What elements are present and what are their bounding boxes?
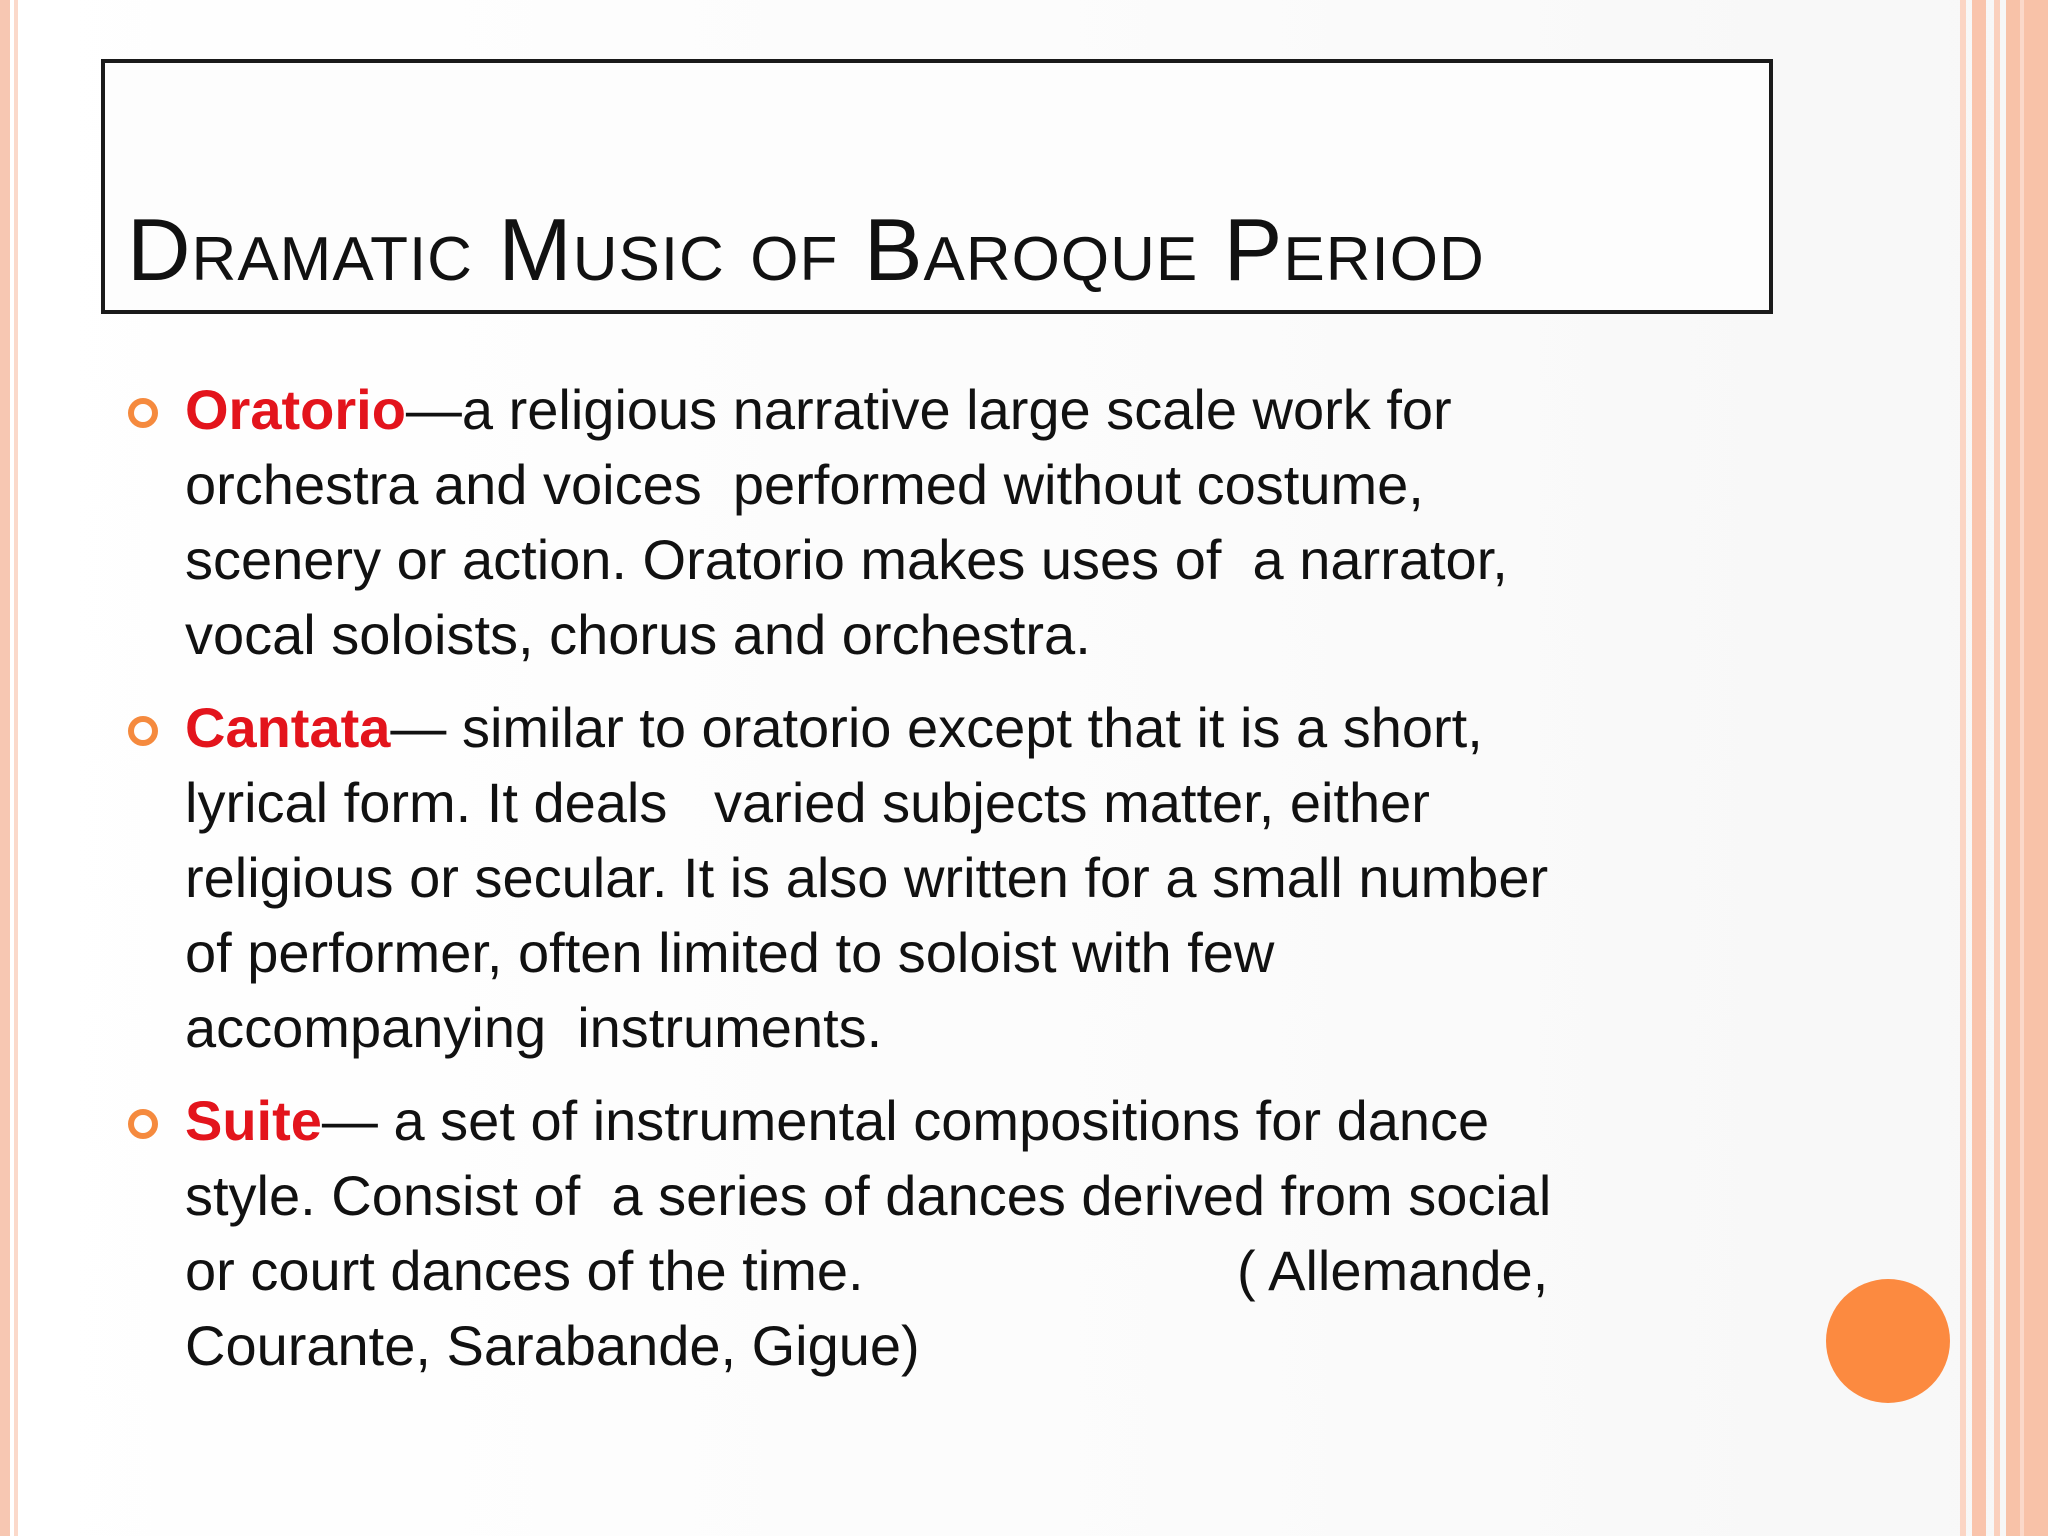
- bullet-line: lyrical form. It deals varied subjects matter, either: [185, 771, 1430, 834]
- bullet-list: [128, 372, 1728, 1401]
- bullet-line: [185, 690, 1728, 765]
- bullet-text: — a set of instrumental compositions for dance: [321, 1089, 1490, 1152]
- bullet-line: orchestra and voices performed without costume,: [185, 453, 1424, 516]
- bullet-cantata: [128, 690, 1728, 1065]
- left-decorative-stripe-thin: [14, 0, 18, 1536]
- right-decorative-stripe: [1972, 0, 1986, 1536]
- orange-circle-decoration: [1826, 1279, 1950, 1403]
- bullet-line: vocal soloists, chorus and orchestra.: [185, 603, 1091, 666]
- bullet-line: Courante, Sarabande, Gigue): [185, 1314, 920, 1377]
- right-decorative-stripe: [1994, 0, 2000, 1536]
- term-suite: Suite: [185, 1089, 322, 1152]
- slide-title: Dramatic Music of Baroque Period: [127, 200, 1485, 299]
- bullet-line: [185, 1083, 1728, 1158]
- ring-bullet-icon: [128, 1109, 158, 1139]
- bullet-suite: [128, 1083, 1728, 1383]
- bullet-line: [185, 372, 1728, 447]
- bullet-line: of performer, often limited to soloist with few: [185, 921, 1275, 984]
- bullet-line: accompanying instruments.: [185, 996, 883, 1059]
- right-decorative-stripe: [1960, 0, 1966, 1536]
- ring-bullet-icon: [128, 398, 158, 428]
- bullet-text: — similar to oratorio except that it is a short,: [390, 696, 1483, 759]
- bullet-line: religious or secular. It is also written for a small number: [185, 846, 1549, 909]
- left-decorative-stripe: [0, 0, 10, 1536]
- bullet-text: —a religious narrative large scale work for: [405, 378, 1452, 441]
- bullet-oratorio: [128, 372, 1728, 672]
- term-cantata: Cantata: [185, 696, 391, 759]
- ring-bullet-icon: [128, 716, 158, 746]
- right-decorative-stripe: [2020, 0, 2024, 1536]
- bullet-line: or court dances of the time. ( Allemande,: [185, 1239, 1549, 1302]
- right-decorative-stripe: [2006, 0, 2048, 1536]
- bullet-line: scenery or action. Oratorio makes uses of a narrator,: [185, 528, 1508, 591]
- title-box: [101, 59, 1773, 314]
- term-oratorio: Oratorio: [185, 378, 406, 441]
- bullet-line: style. Consist of a series of dances derived from social: [185, 1164, 1552, 1227]
